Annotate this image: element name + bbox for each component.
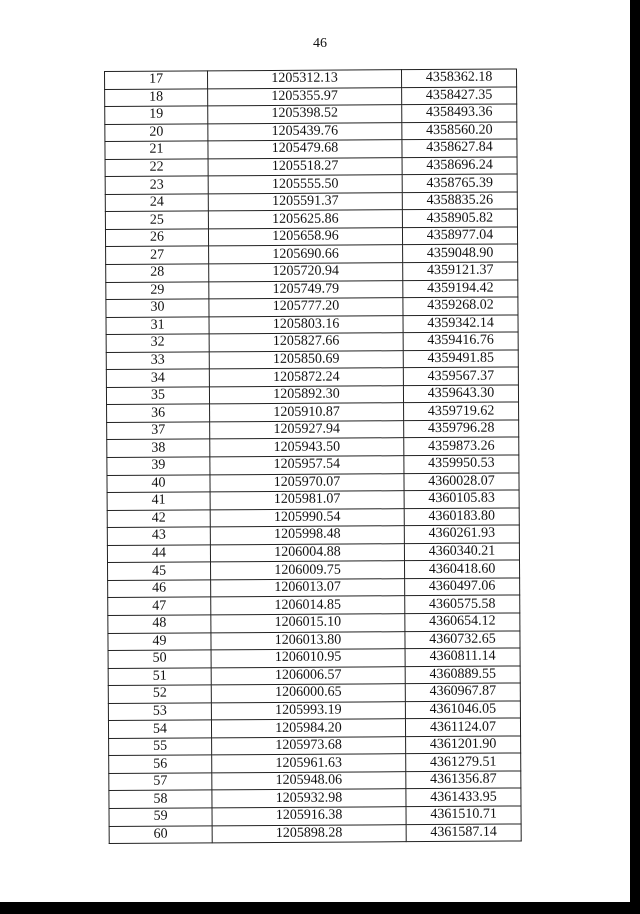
point-number-cell: 50 — [108, 650, 211, 668]
y-coordinate-cell: 4359950.53 — [404, 455, 519, 473]
y-coordinate-cell: 4358835.26 — [402, 192, 517, 210]
x-coordinate-cell: 1206013.80 — [211, 631, 405, 650]
table-row — [107, 420, 519, 440]
table-row — [105, 87, 517, 107]
point-number-cell: 40 — [107, 474, 210, 492]
y-coordinate-cell: 4359491.85 — [403, 350, 518, 368]
x-coordinate-cell: 1205625.86 — [208, 210, 402, 229]
x-coordinate-cell: 1205518.27 — [208, 157, 402, 176]
y-coordinate-cell: 4360811.14 — [405, 648, 520, 666]
x-coordinate-cell: 1205892.30 — [209, 386, 403, 405]
y-coordinate-cell: 4361510.71 — [406, 806, 521, 824]
table-row — [108, 701, 520, 721]
table-row — [109, 823, 521, 843]
point-number-cell: 17 — [105, 71, 208, 89]
point-number-cell: 23 — [105, 176, 208, 194]
point-number-cell: 49 — [108, 632, 211, 650]
y-coordinate-cell: 4359567.37 — [403, 367, 518, 385]
y-coordinate-cell: 4361356.87 — [406, 771, 521, 789]
x-coordinate-cell: 1205916.38 — [212, 807, 406, 826]
x-coordinate-cell: 1205690.66 — [209, 245, 403, 264]
x-coordinate-cell: 1205898.28 — [212, 824, 406, 843]
table-row — [107, 543, 519, 563]
table-row — [108, 666, 520, 686]
x-coordinate-cell: 1205591.37 — [208, 193, 402, 212]
point-number-cell: 20 — [105, 124, 208, 142]
table-row — [108, 578, 520, 598]
x-coordinate-cell: 1206013.07 — [211, 579, 405, 598]
point-number-cell: 25 — [105, 211, 208, 229]
point-number-cell: 28 — [106, 264, 209, 282]
point-number-cell: 39 — [107, 457, 210, 475]
y-coordinate-cell: 4359121.37 — [403, 262, 518, 280]
point-number-cell: 21 — [105, 141, 208, 159]
point-number-cell: 32 — [106, 334, 209, 352]
y-coordinate-cell: 4359719.62 — [404, 402, 519, 420]
table-row — [105, 227, 517, 247]
point-number-cell: 41 — [107, 492, 210, 510]
point-number-cell: 22 — [105, 159, 208, 177]
y-coordinate-cell: 4358696.24 — [402, 157, 517, 175]
point-number-cell: 47 — [108, 597, 211, 615]
point-number-cell: 18 — [105, 88, 208, 106]
point-number-cell: 46 — [108, 580, 211, 598]
y-coordinate-cell: 4361433.95 — [406, 788, 521, 806]
table-row — [105, 139, 517, 159]
point-number-cell: 59 — [109, 808, 212, 826]
x-coordinate-cell: 1205555.50 — [208, 175, 402, 194]
table-row — [109, 753, 521, 773]
y-coordinate-cell: 4358627.84 — [402, 139, 517, 157]
table-row — [106, 350, 518, 370]
y-coordinate-cell: 4361124.07 — [405, 718, 520, 736]
x-coordinate-cell: 1205910.87 — [210, 403, 404, 422]
y-coordinate-cell: 4359048.90 — [403, 244, 518, 262]
x-coordinate-cell: 1205961.63 — [212, 754, 406, 773]
table-row — [108, 683, 520, 703]
table-row — [107, 490, 519, 510]
point-number-cell: 52 — [108, 685, 211, 703]
point-number-cell: 54 — [108, 720, 211, 738]
point-number-cell: 33 — [106, 352, 209, 370]
table-row — [107, 508, 519, 528]
point-number-cell: 42 — [107, 510, 210, 528]
x-coordinate-cell: 1205720.94 — [209, 263, 403, 282]
point-number-cell: 31 — [106, 317, 209, 335]
table-row — [106, 262, 518, 282]
table-row — [108, 648, 520, 668]
table-row — [109, 771, 521, 791]
point-number-cell: 56 — [109, 755, 212, 773]
x-coordinate-cell: 1205927.94 — [210, 421, 404, 440]
x-coordinate-cell: 1205948.06 — [212, 772, 406, 791]
y-coordinate-cell: 4358905.82 — [402, 209, 517, 227]
point-number-cell: 30 — [106, 299, 209, 317]
table-row — [108, 613, 520, 633]
x-coordinate-cell: 1205479.68 — [208, 140, 402, 159]
table-row — [105, 157, 517, 177]
x-coordinate-cell: 1205973.68 — [212, 736, 406, 755]
point-number-cell: 58 — [109, 790, 212, 808]
x-coordinate-cell: 1205957.54 — [210, 456, 404, 475]
y-coordinate-cell: 4359873.26 — [404, 437, 519, 455]
point-number-cell: 37 — [107, 422, 210, 440]
point-number-cell: 24 — [105, 194, 208, 212]
table-row — [106, 280, 518, 300]
x-coordinate-cell: 1206014.85 — [211, 596, 405, 615]
x-coordinate-cell: 1205312.13 — [208, 70, 402, 89]
y-coordinate-cell: 4358493.36 — [402, 104, 517, 122]
point-number-cell: 35 — [106, 387, 209, 405]
y-coordinate-cell: 4359194.42 — [403, 280, 518, 298]
y-coordinate-cell: 4359342.14 — [403, 315, 518, 333]
table-row — [106, 244, 518, 264]
point-number-cell: 60 — [109, 825, 212, 843]
x-coordinate-cell: 1205993.19 — [211, 701, 405, 720]
y-coordinate-cell: 4358765.39 — [402, 174, 517, 192]
scan-border-bottom — [0, 902, 640, 914]
x-coordinate-cell: 1205872.24 — [209, 368, 403, 387]
table-row — [105, 192, 517, 212]
x-coordinate-cell: 1205984.20 — [211, 719, 405, 738]
y-coordinate-cell: 4361279.51 — [406, 753, 521, 771]
table-row — [107, 402, 519, 422]
table-row — [108, 595, 520, 615]
y-coordinate-cell: 4360732.65 — [405, 630, 520, 648]
x-coordinate-cell: 1206009.75 — [211, 561, 405, 580]
table-row — [107, 473, 519, 493]
point-number-cell: 38 — [107, 439, 210, 457]
page-number: 46 — [313, 36, 327, 51]
table-row — [107, 455, 519, 475]
x-coordinate-cell: 1205998.48 — [210, 526, 404, 545]
table-row — [109, 736, 521, 756]
y-coordinate-cell: 4361587.14 — [406, 823, 521, 841]
x-coordinate-cell: 1205803.16 — [209, 315, 403, 334]
y-coordinate-cell: 4359643.30 — [403, 385, 518, 403]
x-coordinate-cell: 1205850.69 — [209, 350, 403, 369]
x-coordinate-cell: 1205439.76 — [208, 122, 402, 141]
table-row — [106, 367, 518, 387]
table-row — [107, 437, 519, 457]
x-coordinate-cell: 1206006.57 — [211, 666, 405, 685]
table-row — [108, 718, 520, 738]
y-coordinate-cell: 4360889.55 — [405, 666, 520, 684]
table-row — [106, 385, 518, 405]
y-coordinate-cell: 4359796.28 — [404, 420, 519, 438]
x-coordinate-cell: 1206015.10 — [211, 614, 405, 633]
x-coordinate-cell: 1206004.88 — [210, 543, 404, 562]
y-coordinate-cell: 4360340.21 — [404, 543, 519, 561]
y-coordinate-cell: 4358427.35 — [402, 87, 517, 105]
x-coordinate-cell: 1205943.50 — [210, 438, 404, 457]
point-number-cell: 19 — [105, 106, 208, 124]
table-row — [106, 332, 518, 352]
table-row — [107, 525, 519, 545]
y-coordinate-cell: 4360183.80 — [404, 508, 519, 526]
y-coordinate-cell: 4359268.02 — [403, 297, 518, 315]
x-coordinate-cell: 1205932.98 — [212, 789, 406, 808]
point-number-cell: 27 — [106, 246, 209, 264]
x-coordinate-cell: 1205777.20 — [209, 298, 403, 317]
point-number-cell: 55 — [109, 738, 212, 756]
table-row — [105, 174, 517, 194]
scan-border-right — [630, 0, 640, 914]
y-coordinate-cell: 4360497.06 — [405, 578, 520, 596]
point-number-cell: 43 — [107, 527, 210, 545]
x-coordinate-cell: 1205970.07 — [210, 473, 404, 492]
table-row — [105, 69, 517, 89]
x-coordinate-cell: 1206000.65 — [211, 684, 405, 703]
point-number-cell: 45 — [108, 562, 211, 580]
table-row — [106, 297, 518, 317]
table-row — [109, 806, 521, 826]
table-row — [105, 209, 517, 229]
point-number-cell: 36 — [107, 404, 210, 422]
point-number-cell: 26 — [105, 229, 208, 247]
x-coordinate-cell: 1205981.07 — [210, 491, 404, 510]
x-coordinate-cell: 1205658.96 — [208, 228, 402, 247]
y-coordinate-cell: 4360261.93 — [404, 525, 519, 543]
x-coordinate-cell: 1205355.97 — [208, 87, 402, 106]
y-coordinate-cell: 4360654.12 — [405, 613, 520, 631]
y-coordinate-cell: 4358362.18 — [401, 69, 516, 87]
table-row — [109, 788, 521, 808]
point-number-cell: 44 — [107, 545, 210, 563]
table-row — [108, 560, 520, 580]
point-number-cell: 48 — [108, 615, 211, 633]
point-number-cell: 57 — [109, 773, 212, 791]
table-row — [106, 315, 518, 335]
point-number-cell: 29 — [106, 281, 209, 299]
y-coordinate-cell: 4360105.83 — [404, 490, 519, 508]
x-coordinate-cell: 1205990.54 — [210, 508, 404, 527]
table-body — [105, 69, 522, 844]
table-row — [105, 104, 517, 124]
y-coordinate-cell: 4360575.58 — [405, 595, 520, 613]
y-coordinate-cell: 4359416.76 — [403, 332, 518, 350]
y-coordinate-cell: 4361046.05 — [405, 701, 520, 719]
x-coordinate-cell: 1206010.95 — [211, 649, 405, 668]
table-row — [105, 122, 517, 142]
table-row — [108, 630, 520, 650]
point-number-cell: 51 — [108, 667, 211, 685]
y-coordinate-cell: 4358977.04 — [402, 227, 517, 245]
point-number-cell: 34 — [106, 369, 209, 387]
y-coordinate-cell: 4358560.20 — [402, 122, 517, 140]
y-coordinate-cell: 4360967.87 — [405, 683, 520, 701]
y-coordinate-cell: 4360028.07 — [404, 473, 519, 491]
y-coordinate-cell: 4360418.60 — [404, 560, 519, 578]
x-coordinate-cell: 1205749.79 — [209, 280, 403, 299]
x-coordinate-cell: 1205827.66 — [209, 333, 403, 352]
coordinates-table — [104, 68, 522, 844]
y-coordinate-cell: 4361201.90 — [406, 736, 521, 754]
point-number-cell: 53 — [108, 703, 211, 721]
x-coordinate-cell: 1205398.52 — [208, 105, 402, 124]
